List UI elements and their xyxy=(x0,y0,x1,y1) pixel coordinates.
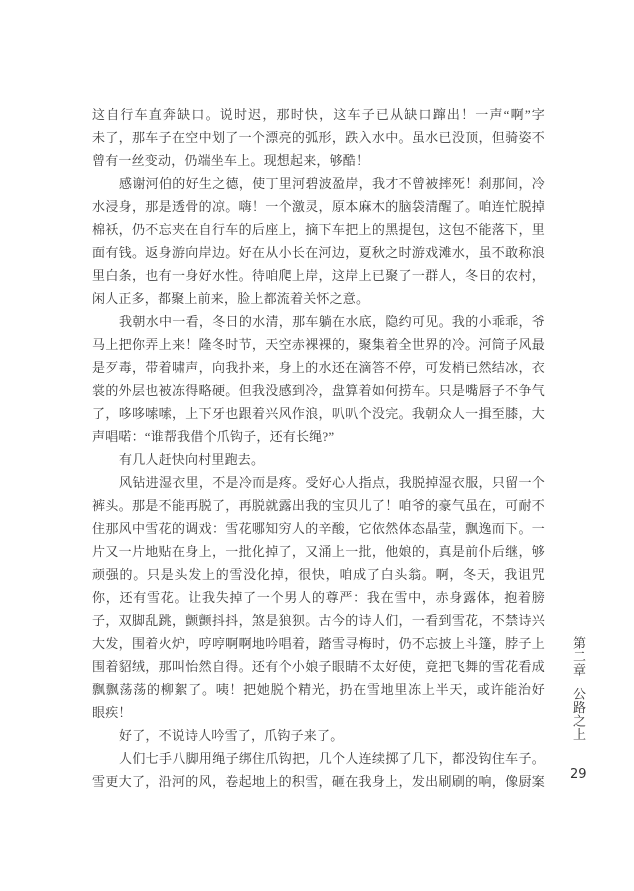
text-line: 好了，不说诗人吟雪了，爪钩子来了。 xyxy=(119,728,344,743)
text-line: 这自行车直奔缺口。说时迟，那时快，这车子已从缺口蹿出！一声“啊”字 xyxy=(92,107,545,122)
text-line: 棉袄，仍不忘夹在自行车的后座上，摘下车把上的黑提包，这包不能落下，里 xyxy=(92,222,545,237)
text-line: 裳的外层也被冻得略硬。但我没感到冷，盘算着如何捞车。只是嘴唇子不争气 xyxy=(92,383,545,398)
text-line: 顽强的。只是头发上的雪没化掉，很快，咱成了白头翁。啊，冬天，我诅咒 xyxy=(92,567,545,582)
chapter-title-label: 公路之上 xyxy=(571,686,586,741)
text-line: 眼疾！ xyxy=(92,705,132,720)
text-line: 飘飘荡荡的柳絮了。咦！把她脱个精光，扔在雪地里冻上半天，或许能治好 xyxy=(92,682,545,697)
text-line: 是歹毒，带着啸声，向我扑来，身上的水还在滴答不停，可发梢已然结冰，衣 xyxy=(92,360,545,375)
text-line: 水浸身，那是透骨的凉。嗨！一个激灵，原本麻木的脑袋清醒了。咱连忙脱掉 xyxy=(92,199,545,214)
text-line: 风钻进湿衣里，不是冷而是疼。受好心人指点，我脱掉湿衣服，只留一个 xyxy=(119,475,545,490)
text-line: 马上把你弄上来！隆冬时节，天空赤裸裸的，聚集着全世界的冷。河筒子风最 xyxy=(92,337,545,352)
text-line: 感谢河伯的好生之德，使丁里河碧波盈岸，我才不曾被摔死！刹那间，冷 xyxy=(119,176,545,191)
text-line: 我朝水中一看，冬日的水清，那车躺在水底，隐约可见。我的小乖乖，爷 xyxy=(119,314,545,329)
text-line: 人们七手八脚用绳子绑住爪钩把，几个人连续掷了几下，都没钩住车子。 xyxy=(119,751,545,766)
text-line: 面有钱。返身游向岸边。好在从小长在河边，夏秋之时游戏滩水，虽不敢称浪 xyxy=(92,245,545,260)
text-line: 雪更大了，沿河的风，卷起地上的积雪，砸在我身上，发出刷刷的响，像厨案 xyxy=(92,774,545,789)
text-line: 未了，那车子在空中划了一个漂亮的弧形，跌入水中。虽水已没顶，但骑姿不 xyxy=(92,130,545,145)
chapter-sidebar xyxy=(569,636,588,741)
text-line: 裤头。那是不能再脱了，再脱就露出我的宝贝儿了！咱爷的豪气虽在，可耐不 xyxy=(92,498,545,513)
page-number: 29 xyxy=(570,767,587,782)
text-line: 围着貂绒，那叫怡然自得。还有个小娘子眼睛不太好使，竟把飞舞的雪花看成 xyxy=(92,659,545,674)
text-line: 闲人正多，都聚上前来，脸上都流着关怀之意。 xyxy=(92,291,370,306)
text-line: 片又一片地贴在身上，一批化掉了，又涌上一批，他娘的，真是前仆后继，够 xyxy=(92,544,545,559)
chapter-number-label: 第二章 xyxy=(571,636,586,677)
text-line: 曾有一丝变动，仍端坐车上。现想起来，够酷！ xyxy=(92,153,370,168)
text-line: 里白条，也有一身好水性。待咱爬上岸，这岸上已聚了一群人，冬日的农村， xyxy=(92,268,545,283)
text-line: 声唱喏：“谁帮我借个爪钩子，还有长绳?” xyxy=(92,429,335,444)
text-line: 你，还有雪花。让我失掉了一个男人的尊严：我在雪中，赤身露体，抱着膀 xyxy=(92,590,545,605)
text-line: 子，双脚乱跳，颤颤抖抖，煞是狼狈。古今的诗人们，一看到雪花，不禁诗兴 xyxy=(92,613,545,628)
text-line: 住那风中雪花的调戏：雪花哪知穷人的辛酸，它依然体态晶莹，飘逸而下。一 xyxy=(92,521,545,536)
text-block xyxy=(92,103,545,793)
text-line: 了，哆哆嗦嗦，上下牙也跟着兴风作浪，叭叭个没完。我朝众人一揖至膝，大 xyxy=(92,406,545,421)
text-line: 大发，围着火炉，哼哼啊啊地吟唱着，踏雪寻梅时，仍不忘披上斗篷，脖子上 xyxy=(92,636,545,651)
text-line: 有几人赶快向村里跑去。 xyxy=(119,452,265,467)
